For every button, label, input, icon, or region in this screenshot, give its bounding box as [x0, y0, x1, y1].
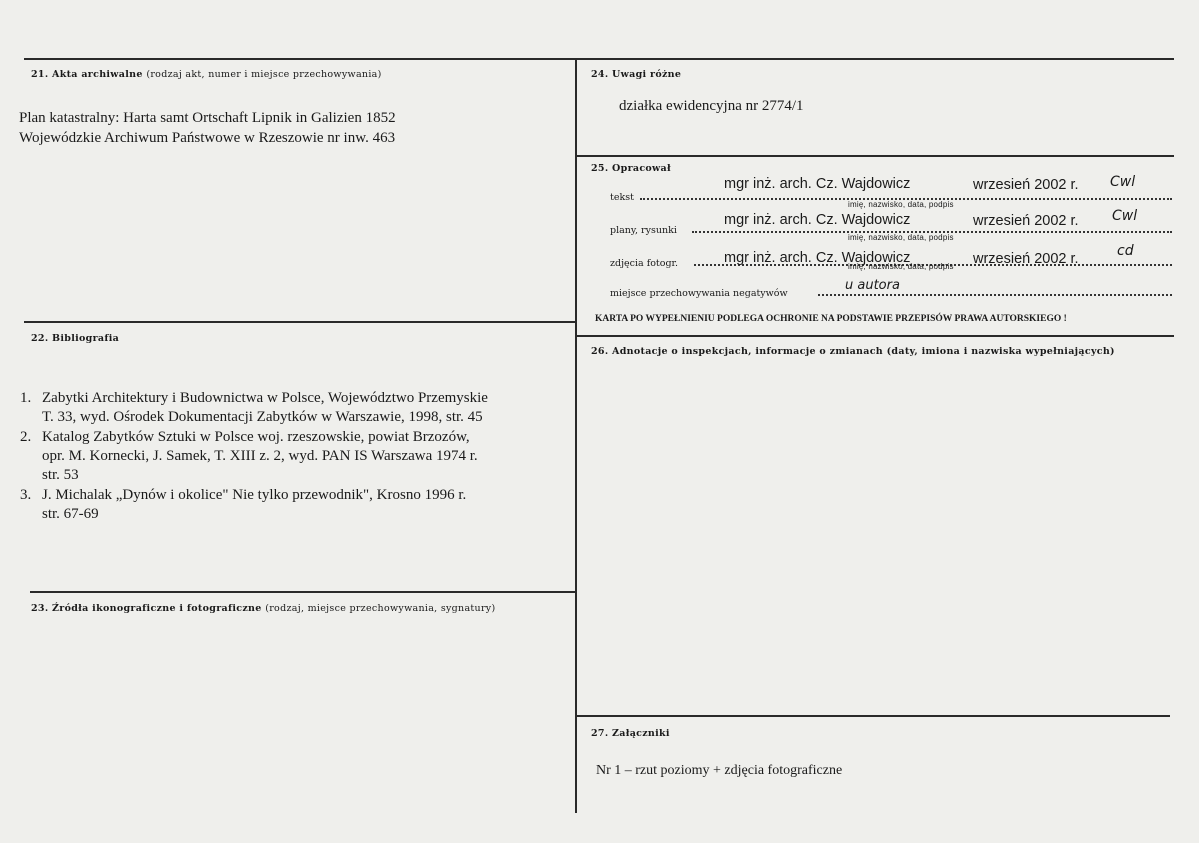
section-25-title: Opracował	[612, 163, 671, 174]
bibliography-item-line: str. 67-69	[42, 506, 99, 522]
top-rule	[24, 58, 1174, 60]
author-date: wrzesień 2002 r.	[973, 177, 1079, 193]
section-26-header	[591, 346, 1115, 357]
author-date: wrzesień 2002 r.	[973, 213, 1079, 229]
section-22-title: Bibliografia	[52, 333, 120, 344]
negatives-value: u autora	[845, 278, 900, 293]
bibliography-item-line: Katalog Zabytków Sztuki w Polsce woj. rzeszowskie, powiat Brzozów,	[42, 429, 470, 445]
author-caption: imię, nazwisko, data, podpis	[848, 262, 954, 271]
section-21-hint: (rodzaj akt, numer i miejsce przechowywania)	[146, 69, 382, 80]
section-21-title: Akta archiwalne	[52, 69, 143, 80]
dotted-line	[818, 294, 1172, 296]
bibliography-item-number: 3.	[20, 487, 32, 503]
copyright-notice: KARTA PO WYPEŁNIENIU PODLEGA OCHRONIE NA PODSTAWIE PRZEPISÓW PRAWA AUTORSKIEGO !	[595, 314, 1067, 324]
section-24-number: 24.	[591, 69, 609, 80]
section-27-header	[591, 728, 670, 739]
section-23-header	[31, 603, 495, 614]
section-23-hint: (rodzaj, miejsce przechowywania, sygnatury)	[265, 603, 496, 614]
bibliography-item-line: T. 33, wyd. Ośrodek Dokumentacji Zabytków w Warszawie, 1998, str. 45	[42, 409, 483, 425]
bibliography-item-line: opr. M. Kornecki, J. Samek, T. XIII z. 2, wyd. PAN IS Warszawa 1974 r.	[42, 448, 478, 464]
section-26-title: Adnotacje o inspekcjach, informacje o zmianach	[612, 346, 884, 357]
attachments-value: Nr 1 – rzut poziomy + zdjęcia fotograficzne	[596, 763, 843, 778]
negatives-label: miejsce przechowywania negatywów	[610, 288, 788, 299]
bibliography-item-line: J. Michalak „Dynów i okolice" Nie tylko przewodnik", Krosno 1996 r.	[42, 487, 467, 503]
section-22-header	[31, 333, 119, 344]
author-name: mgr inż. arch. Cz. Wajdowicz	[724, 212, 911, 228]
bibliography-item-number: 2.	[20, 429, 32, 445]
rule-22-23	[30, 591, 576, 593]
section-25-header	[591, 163, 671, 174]
section-21-number: 21.	[31, 69, 49, 80]
section-23-number: 23.	[31, 603, 49, 614]
center-divider	[575, 58, 577, 813]
section-22-number: 22.	[31, 333, 49, 344]
archive-line-1: Plan katastralny: Harta samt Ortschaft Lipnik in Galizien 1852	[19, 110, 396, 126]
section-24-title: Uwagi różne	[612, 69, 682, 80]
author-date: wrzesień 2002 r.	[973, 251, 1079, 267]
section-24-header	[591, 69, 681, 80]
author-name: mgr inż. arch. Cz. Wajdowicz	[724, 250, 911, 266]
author-caption: imię, nazwisko, data, podpis	[848, 200, 954, 209]
rule-26-27	[576, 715, 1170, 717]
section-26-number: 26.	[591, 346, 609, 357]
author-row-label: plany, rysunki	[610, 225, 677, 236]
author-caption: imię, nazwisko, data, podpis	[848, 233, 954, 242]
section-25-number: 25.	[591, 163, 609, 174]
section-21-header	[31, 69, 382, 80]
author-row-label: tekst	[610, 192, 634, 203]
bibliography-item-line: str. 53	[42, 467, 79, 483]
author-name: mgr inż. arch. Cz. Wajdowicz	[724, 176, 911, 192]
remarks-value: działka ewidencyjna nr 2774/1	[619, 98, 804, 114]
bibliography-item-line: Zabytki Architektury i Budownictwa w Polsce, Województwo Przemyskie	[42, 390, 488, 406]
section-27-title: Załączniki	[612, 728, 670, 739]
section-26-hint: (daty, imiona i nazwiska wypełniających)	[886, 346, 1115, 357]
rule-24-25	[576, 155, 1174, 157]
handwritten-signature: Cwl	[1110, 174, 1136, 190]
rule-25-26	[576, 335, 1174, 337]
bibliography-item-number: 1.	[20, 390, 32, 406]
author-row-label: zdjęcia fotogr.	[610, 258, 679, 269]
section-23-title: Źródła ikonograficzne i fotograficzne	[52, 603, 262, 614]
rule-21-22	[24, 321, 576, 323]
section-27-number: 27.	[591, 728, 609, 739]
handwritten-signature: cd	[1117, 243, 1134, 259]
archive-line-2: Wojewódzkie Archiwum Państwowe w Rzeszowie nr inw. 463	[19, 130, 396, 146]
handwritten-signature: Cwl	[1112, 208, 1138, 224]
